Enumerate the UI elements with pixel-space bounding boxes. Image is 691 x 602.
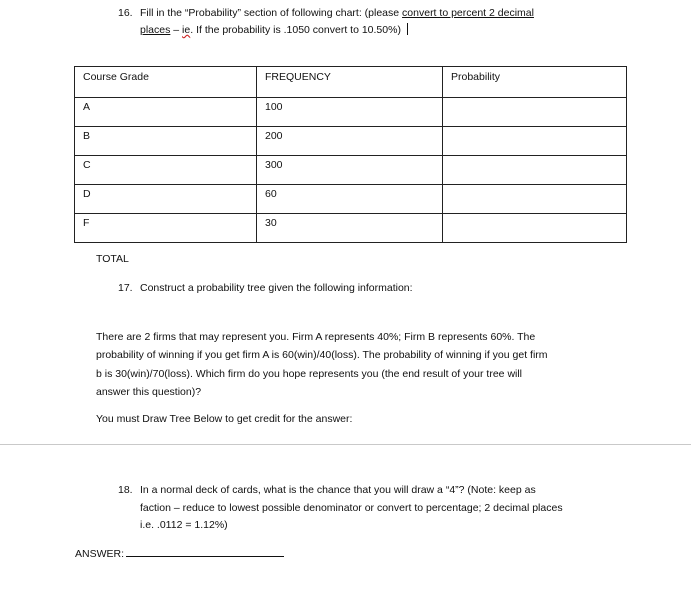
- table-row: [75, 98, 627, 127]
- grade-cell: D: [75, 185, 257, 214]
- frequency-cell: 200: [257, 127, 443, 156]
- total-label: TOTAL: [96, 253, 129, 265]
- grade-cell: A: [75, 98, 257, 127]
- question-17: [118, 282, 413, 294]
- info-line: There are 2 firms that may represent you. Firm A represents 40%; Firm B represents 60%. The: [96, 331, 536, 343]
- draw-tree-instruction: You must Draw Tree Below to get credit for the answer:: [96, 413, 353, 425]
- header-frequency: FREQUENCY: [257, 67, 443, 98]
- grade-frequency-table: [74, 66, 627, 243]
- question-17-text: Construct a probability tree given the following information:: [140, 282, 413, 294]
- spellcheck-word: ie: [182, 24, 191, 36]
- table-header-row: [75, 67, 627, 98]
- probability-cell[interactable]: [443, 185, 627, 214]
- probability-cell[interactable]: [443, 214, 627, 243]
- table-row: [75, 156, 627, 185]
- text-cursor: [407, 23, 408, 35]
- grade-cell: F: [75, 214, 257, 243]
- info-line: probability of winning if you get firm A is 60(win)/40(loss). The probability of winning if you get firm: [96, 349, 548, 362]
- table-row: [75, 127, 627, 156]
- probability-cell[interactable]: [443, 156, 627, 185]
- frequency-cell: 100: [257, 98, 443, 127]
- page-break-divider: [0, 444, 691, 445]
- question-17-number: 17.: [118, 282, 133, 294]
- info-line: b is 30(win)/70(loss). Which firm do you hope represents you (the end result of your tree will: [96, 367, 523, 380]
- answer-row: [75, 546, 284, 560]
- answer-label: ANSWER:: [75, 548, 125, 560]
- question-18: 18. In a normal deck of cards, what is the chance that you will draw a “4”? (Note: keep as faction – reduce to lowest possible denominator or convert to percentage; 2 decimal places i.e. .0112 = 1.12%): [118, 484, 563, 531]
- table-row: [75, 214, 627, 243]
- answer-blank-line[interactable]: [126, 546, 284, 557]
- probability-cell[interactable]: [443, 98, 627, 127]
- frequency-cell: 30: [257, 214, 443, 243]
- grade-cell: B: [75, 127, 257, 156]
- question-16-number: 16.: [118, 7, 133, 19]
- question-17-info: [96, 328, 636, 401]
- table-row: [75, 185, 627, 214]
- frequency-cell: 60: [257, 185, 443, 214]
- question-16: 16. Fill in the “Probability” section of following chart: (please convert to percent 2 decimal places – ie. If the probability is .1050 convert to 10.50%): [118, 7, 534, 36]
- frequency-cell: 300: [257, 156, 443, 185]
- question-18-number: 18.: [118, 484, 133, 496]
- probability-cell[interactable]: [443, 127, 627, 156]
- grade-cell: C: [75, 156, 257, 185]
- header-course-grade: Course Grade: [75, 67, 257, 98]
- header-probability: Probability: [443, 67, 627, 98]
- info-line: answer this question)?: [96, 385, 202, 398]
